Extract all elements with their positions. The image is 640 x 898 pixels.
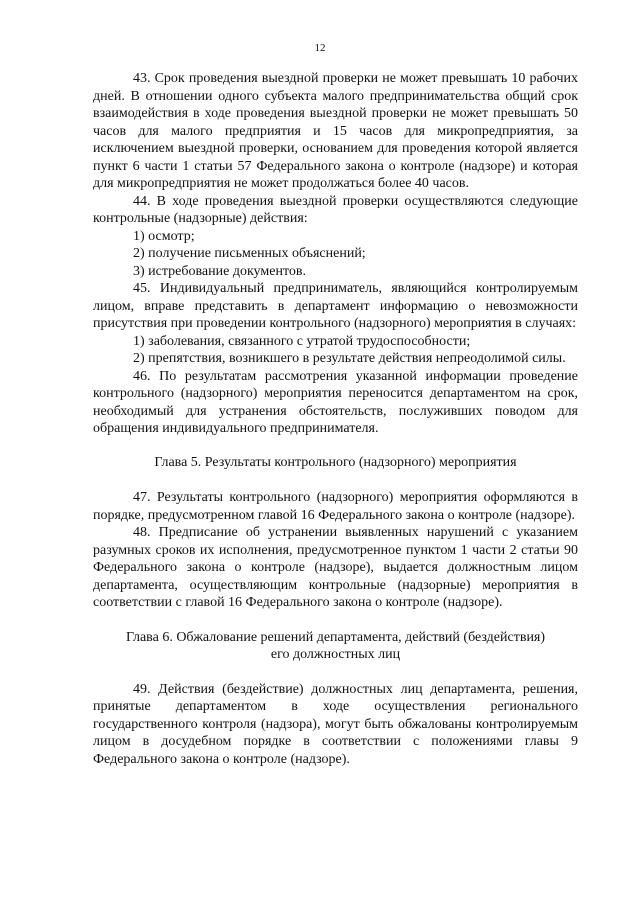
paragraph-44: 44. В ходе проведения выездной проверки осуществляются следующие контрольные (надзорные) действия: (93, 193, 578, 226)
paragraph-46: 46. По результатам рассмотрения указанной информации проведение контрольного (надзорного) мероприятия переносится департаментом на срок, необходимый для устранения обстоятельств, послуживших поводом для обращения индивидуального предпринимателя. (93, 368, 578, 436)
chapter-5-heading: Глава 5. Результаты контрольного (надзорного) мероприятия (154, 454, 517, 470)
chapter-6-heading (93, 629, 578, 664)
list-item-force-majeure: 2) препятствия, возникшего в результате действия непреодолимой силы. (133, 351, 566, 366)
paragraph-49: 49. Действия (бездействие) должностных лиц департамента, решения, принятые департаментом в ходе осуществления регионального государственного контроля (надзора), могут быть обжалованы контролируемым лицом в досудебном порядке в соответствии с положениями главы 9 Федерального закона о контроле (надзоре). (93, 681, 578, 767)
paragraph-48: 48. Предписание об устранении выявленных нарушений с указанием разумных сроков их исполнения, предусмотренное пунктом 1 части 2 статьи 90 Федерального закона о контроле (надзоре), выдается должностным лицом департамента, осуществляющим контрольные (надзорные) мероприятия в соответствии с главой 16 Федерального закона о контроле (надзоре). (93, 525, 578, 610)
list-item-illness: 1) заболевания, связанного с утратой трудоспособности; (133, 333, 471, 349)
paragraph-43: 43. Срок проведения выездной проверки не может превышать 10 рабочих дней. В отношении одного субъекта малого предпринимательства общий срок взаимодействия в ходе проведения выездной проверки не может превышать 50 часов для малого предприятия и 15 часов для микропредприятия, за исключением выездной проверки, основанием для проведения которой является пункт 6 части 1 статьи 57 Федерального закона о контроле (надзоре) и которая для микропредприятия не может продолжаться более 40 часов. (93, 71, 578, 191)
chapter-6-heading-line-1: Глава 6. Обжалование решений департамента, действий (бездействия) (125, 629, 546, 645)
list-item-inspection: 1) осмотр; (133, 228, 195, 244)
page-number: 12 (314, 42, 326, 54)
paragraph-47: 47. Результаты контрольного (надзорного) мероприятия оформляются в порядке, предусмотренном главой 16 Федерального закона о контроле (надзоре). (93, 490, 578, 523)
list-item-explanations: 2) получение письменных объяснений; (133, 246, 366, 261)
paragraph-45: 45. Индивидуальный предприниматель, являющийся контролируемым лицом, вправе представить в департамент информацию о невозможности присутствия при проведении контрольного (надзорного) мероприятия в случаях: (93, 281, 578, 331)
document-body (93, 70, 578, 768)
list-item-documents: 3) истребование документов. (133, 263, 306, 279)
chapter-6-heading-line-2: его должностных лиц (270, 647, 401, 662)
